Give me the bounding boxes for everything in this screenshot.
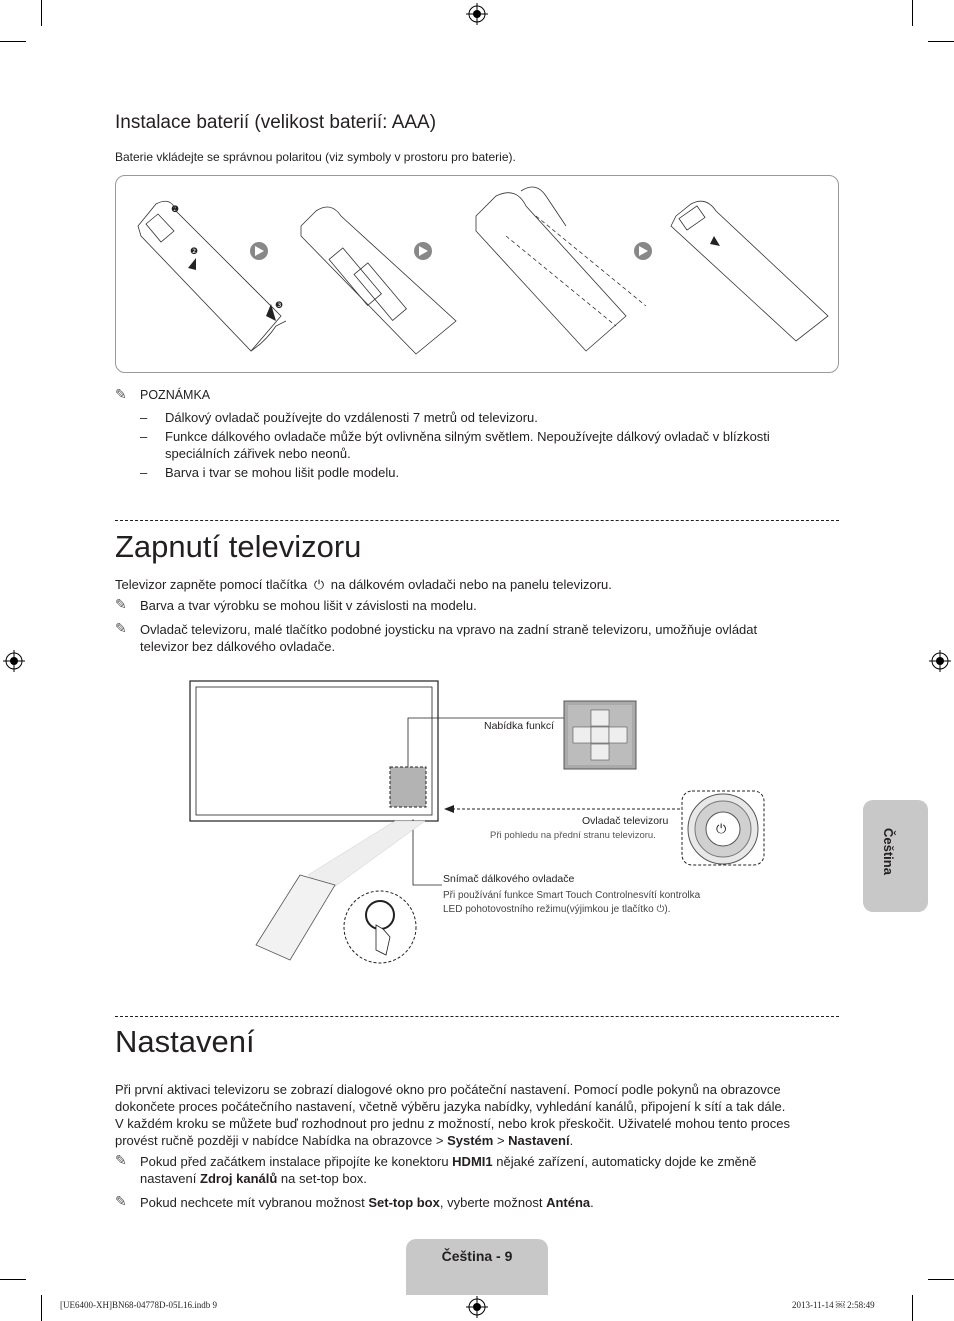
setup-note-1-cont-after: na set-top box. bbox=[277, 1171, 367, 1186]
controller-power-icon: ⏻ bbox=[716, 821, 727, 836]
step-marker-1: ❶ bbox=[171, 204, 180, 214]
page-footer-tab bbox=[406, 1239, 548, 1295]
period: . bbox=[590, 1195, 594, 1210]
setup-note-1 bbox=[140, 1153, 756, 1170]
bullet-dash: – bbox=[140, 410, 148, 425]
note-icon: ✎ bbox=[115, 596, 127, 612]
registration-mark-icon bbox=[929, 650, 951, 672]
label-sensor-sub2 bbox=[443, 903, 670, 917]
note-icon: ✎ bbox=[115, 386, 127, 402]
label-menu: Nabídka funkcí bbox=[484, 720, 555, 732]
power-note-2: Ovladač televizoru, malé tlačítko podobné joysticku na vpravo na zadní straně televizoru, umožňuje ovládat bbox=[140, 622, 758, 637]
side-tab-label: Čeština bbox=[881, 828, 896, 875]
crop-mark bbox=[0, 1279, 26, 1280]
setup-note-1-text: Pokud před začátkem instalace připojíte ke konektoru bbox=[140, 1154, 453, 1169]
power-intro-after: na dálkovém ovladači nebo na panelu televizoru. bbox=[330, 577, 612, 592]
crop-mark bbox=[928, 41, 954, 42]
setup-note-1-cont-text: nastavení bbox=[140, 1171, 200, 1186]
setup-p4-text: provést ručně později v nabídce Nabídka na obrazovce > bbox=[115, 1133, 448, 1148]
language-side-tab bbox=[863, 800, 928, 912]
setup-p3: V každém kroku se můžete buď rozhodnout pro jednu z možností, nebo krok přeskočit. Uživatelé mohou tento proces bbox=[115, 1116, 790, 1131]
crop-mark bbox=[912, 0, 913, 26]
power-note-2-cont: televizor bez dálkového ovladače. bbox=[140, 639, 336, 654]
label-sensor-sub3: ). bbox=[664, 904, 671, 915]
channel-source-label: Zdroj kanálů bbox=[200, 1171, 278, 1186]
menu-separator: > bbox=[493, 1133, 509, 1148]
power-note-1: Barva a tvar výrobku se mohou lišit v závislosti na modelu. bbox=[140, 598, 477, 613]
label-sensor-sub1: Při používání funkce Smart Touch Controlnesvítí kontrolka bbox=[443, 890, 701, 901]
power-intro-before: Televizor zapněte pomocí tlačítka bbox=[115, 577, 308, 592]
note-icon: ✎ bbox=[115, 1152, 127, 1168]
setup-note-1-cont bbox=[140, 1170, 367, 1187]
label-sensor: Snímač dálkového ovladače bbox=[443, 873, 575, 885]
setup-p2: dokončete proces počátečního nastavení, včetně výběru jazyka nabídky, vyhledání kanálů, připojení k sítí a tak dále. bbox=[115, 1099, 786, 1114]
bullet-dash: – bbox=[140, 429, 148, 444]
label-controller: Ovladač televizoru bbox=[582, 815, 669, 827]
note-item-light-cont: speciálních zářivek nebo neonů. bbox=[165, 446, 351, 461]
label-sensor-sub2-text: LED pohotovostního režimu(výjimkou je tlačítko bbox=[443, 904, 654, 915]
note-label: POZNÁMKA bbox=[140, 388, 211, 402]
tv-diagram bbox=[180, 675, 780, 975]
crop-mark bbox=[41, 0, 42, 26]
note-icon: ✎ bbox=[115, 1193, 127, 1209]
note-icon: ✎ bbox=[115, 620, 127, 636]
battery-section-title: Instalace baterií (velikost baterií: AAA) bbox=[115, 112, 437, 133]
setup-note-2 bbox=[140, 1194, 594, 1211]
note-item-range: Dálkový ovladač používejte do vzdálenosti 7 metrů od televizoru. bbox=[165, 410, 538, 425]
battery-illustration-box bbox=[115, 175, 839, 373]
menu-setup: Nastavení bbox=[508, 1133, 570, 1148]
note-item-light: Funkce dálkového ovladače může být ovlivněna silným světlem. Nepoužívejte dálkový ovladač v blízkosti bbox=[165, 429, 770, 444]
registration-mark-icon bbox=[466, 1296, 488, 1318]
section-divider bbox=[115, 1016, 839, 1017]
setup-p1: Při první aktivaci televizoru se zobrazí dialogové okno pro počáteční nastavení. Pomocí podle pokynů na obrazovce bbox=[115, 1082, 781, 1097]
label-controller-sub: Při pohledu na přední stranu televizoru. bbox=[490, 830, 656, 841]
print-info-left: [UE6400-XH]BN68-04778D-05L16.indb 9 bbox=[60, 1300, 217, 1310]
hdmi1-label: HDMI1 bbox=[452, 1154, 493, 1169]
setup-note-2-text: Pokud nechcete mít vybranou možnost bbox=[140, 1195, 369, 1210]
power-section-title: Zapnutí televizoru bbox=[115, 529, 362, 564]
setup-note-1-after: nějaké zařízení, automaticky dojde ke změně bbox=[492, 1154, 757, 1169]
setup-note-2-mid: , vyberte možnost bbox=[439, 1195, 547, 1210]
section-divider bbox=[115, 520, 839, 521]
crop-mark bbox=[928, 1279, 954, 1280]
crop-mark bbox=[41, 1295, 42, 1321]
period: . bbox=[569, 1133, 574, 1148]
step-marker-2: ❷ bbox=[190, 246, 199, 256]
bullet-dash: – bbox=[140, 465, 148, 480]
battery-intro: Baterie vkládejte se správnou polaritou (viz symboly v prostoru pro baterie). bbox=[115, 150, 516, 164]
menu-system: Systém bbox=[447, 1133, 494, 1148]
step-marker-3: ❸ bbox=[275, 300, 284, 310]
power-intro bbox=[115, 576, 612, 593]
print-info-right: 2013-11-14 ￼ 2:58:49 bbox=[792, 1300, 875, 1310]
setup-p4 bbox=[115, 1132, 573, 1149]
registration-mark-icon bbox=[466, 3, 488, 25]
antenna-label: Anténa bbox=[546, 1195, 591, 1210]
setup-section-title: Nastavení bbox=[115, 1024, 255, 1059]
crop-mark bbox=[0, 41, 26, 42]
step-arrow-icon bbox=[250, 242, 652, 260]
note-item-color: Barva i tvar se mohou lišit podle modelu. bbox=[165, 465, 400, 480]
registration-mark-icon bbox=[3, 650, 25, 672]
power-symbol-icon: ⏻ bbox=[313, 577, 325, 592]
crop-mark bbox=[912, 1295, 913, 1321]
power-symbol-icon: ⏻ bbox=[656, 904, 665, 915]
page-number-label: Čeština - 9 bbox=[441, 1248, 513, 1264]
battery-steps-illustration bbox=[116, 176, 838, 372]
set-top-box-label: Set-top box bbox=[368, 1195, 440, 1210]
